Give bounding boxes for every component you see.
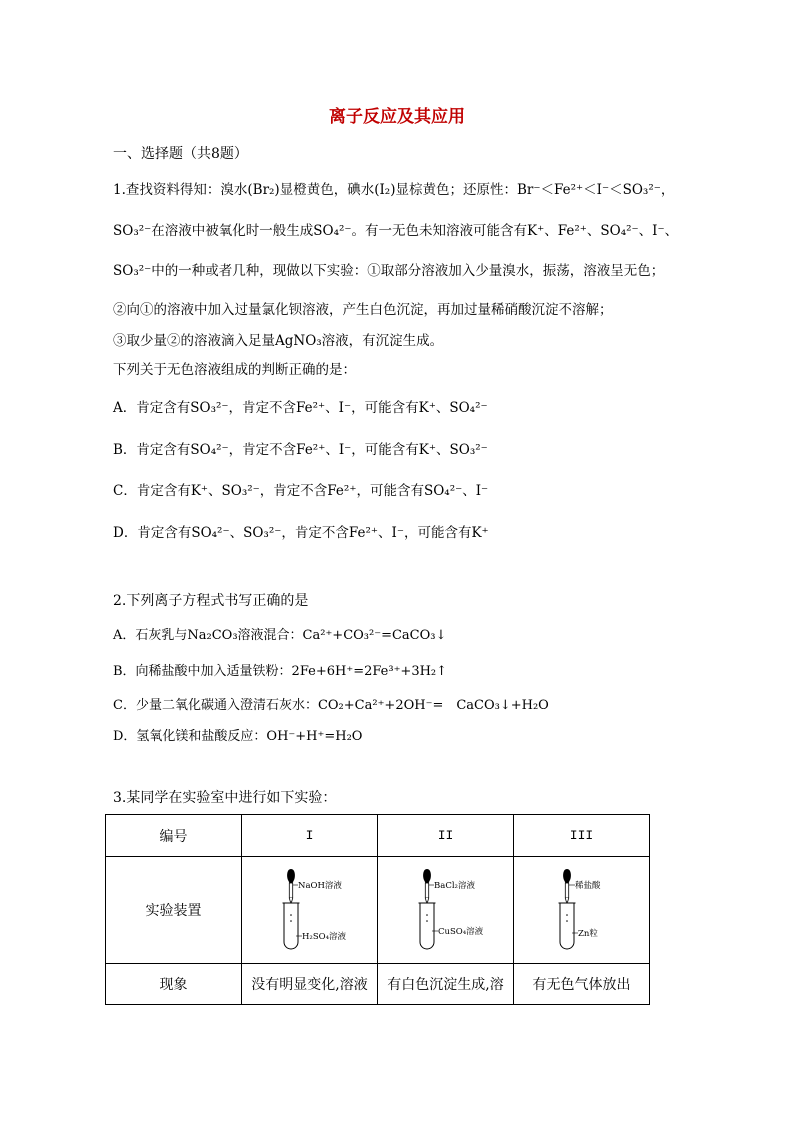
- option-a: A．石灰乳与Na₂CO₃溶液混合：Ca²⁺+CO₃²⁻=CaCO₃↓: [113, 628, 447, 643]
- row-label-phenomenon: 现象: [106, 964, 242, 1005]
- question-stem: 2.下列离子方程式书写正确的是: [113, 593, 309, 609]
- dropper-tube: [565, 883, 568, 898]
- apparatus-cell: [242, 857, 378, 964]
- dropper-reagent-label: 稀盐酸: [575, 880, 601, 891]
- tube-reagent-label: H₂SO₄溶液: [302, 931, 347, 942]
- option-c: C．肯定含有K⁺、SO₃²⁻，肯定不含Fe²⁺，可能含有SO₄²⁻、I⁻: [113, 483, 489, 499]
- apparatus-drawing: [514, 858, 649, 963]
- row-label-apparatus: 实验装置: [106, 857, 242, 964]
- table-header-row: [106, 815, 650, 857]
- dropper-and-tube: [283, 869, 347, 949]
- dropper-reagent-label: BaCl₂溶液: [434, 880, 475, 891]
- dropper-tip: [565, 898, 568, 902]
- tube-reagent-label: CuSO₄溶液: [438, 926, 484, 937]
- option-d: D．氢氧化镁和盐酸反应：OH⁻+H⁺=H₂O: [113, 729, 363, 744]
- test-tube: [284, 903, 298, 949]
- option-c: C．少量二氧化碳通入澄清石灰水：CO₂+Ca²⁺+2OH⁻= CaCO₃↓+H₂O: [113, 698, 549, 713]
- liquid-mark: [426, 914, 428, 916]
- table-header-cell: II: [378, 815, 514, 857]
- liquid-mark: [290, 920, 292, 922]
- table-header-cell: I: [242, 815, 378, 857]
- apparatus-drawing: [242, 858, 377, 963]
- dropper-reagent-label: NaOH溶液: [298, 880, 342, 891]
- experiment-table: [105, 814, 650, 1005]
- test-tube: [420, 903, 434, 949]
- dropper-and-tube: [559, 869, 602, 949]
- apparatus-cell: [514, 857, 650, 964]
- option-a: A．肯定含有SO₃²⁻，肯定不含Fe²⁺、I⁻，可能含有K⁺、SO₄²⁻: [113, 400, 488, 416]
- question-stem-line: SO₃²⁻中的一种或者几种，现做以下实验：①取部分溶液加入少量溴水，振荡，溶液呈无色；: [113, 263, 665, 279]
- apparatus-drawing: [378, 858, 513, 963]
- question-prompt: 下列关于无色溶液组成的判断正确的是：: [113, 362, 356, 378]
- dropper-bulb: [563, 869, 571, 883]
- phenomenon-cell: 有白色沉淀生成,溶: [378, 964, 514, 1005]
- option-d: D．肯定含有SO₄²⁻、SO₃²⁻，肯定不含Fe²⁺、I⁻，可能含有K⁺: [113, 525, 489, 541]
- dropper-tube: [289, 883, 292, 898]
- apparatus-row: [106, 857, 650, 964]
- question-stem-line: SO₃²⁻在溶液中被氧化时一般生成SO₄²⁻。有一无色未知溶液可能含有K⁺、Fe²⁺、SO₄²⁻、I⁻、: [113, 223, 679, 239]
- dropper-tip: [289, 898, 292, 902]
- phenomenon-cell: 没有明显变化,溶液: [242, 964, 378, 1005]
- question-stem-line: ③取少量②的溶液滴入足量AgNO₃溶液，有沉淀生成。: [113, 333, 444, 349]
- apparatus-cell: [378, 857, 514, 964]
- liquid-mark: [290, 914, 292, 916]
- phenomenon-row: [106, 964, 650, 1005]
- test-tube: [560, 903, 574, 949]
- liquid-mark: [566, 914, 568, 916]
- phenomenon-cell: 有无色气体放出: [514, 964, 650, 1005]
- liquid-mark: [566, 920, 568, 922]
- liquid-mark: [426, 920, 428, 922]
- option-b: B．向稀盐酸中加入适量铁粉：2Fe+6H⁺=2Fe³⁺+3H₂↑: [113, 664, 448, 679]
- page-title: 离子反应及其应用: [329, 107, 465, 127]
- question-stem-line: 1.查找资料得知：溴水(Br₂)显橙黄色，碘水(I₂)显棕黄色；还原性：Br⁻＜Fe²⁺＜I⁻＜SO₃²⁻，: [113, 182, 675, 198]
- dropper-and-tube: [419, 869, 484, 949]
- tube-reagent-label: Zn粒: [578, 928, 598, 939]
- table-header-cell: 编号: [106, 815, 242, 857]
- dropper-bulb: [423, 869, 431, 883]
- dropper-bulb: [287, 869, 295, 883]
- table-header-cell: III: [514, 815, 650, 857]
- dropper-tip: [425, 898, 428, 902]
- dropper-tube: [425, 883, 428, 898]
- option-b: B．肯定含有SO₄²⁻，肯定不含Fe²⁺、I⁻，可能含有K⁺、SO₃²⁻: [113, 442, 488, 458]
- question-stem-line: ②向①的溶液中加入过量氯化钡溶液，产生白色沉淀，再加过量稀硝酸沉淀不溶解；: [113, 302, 613, 318]
- question-stem: 3.某同学在实验室中进行如下实验：: [113, 790, 337, 806]
- section-heading: 一、选择题（共8题）: [113, 146, 248, 162]
